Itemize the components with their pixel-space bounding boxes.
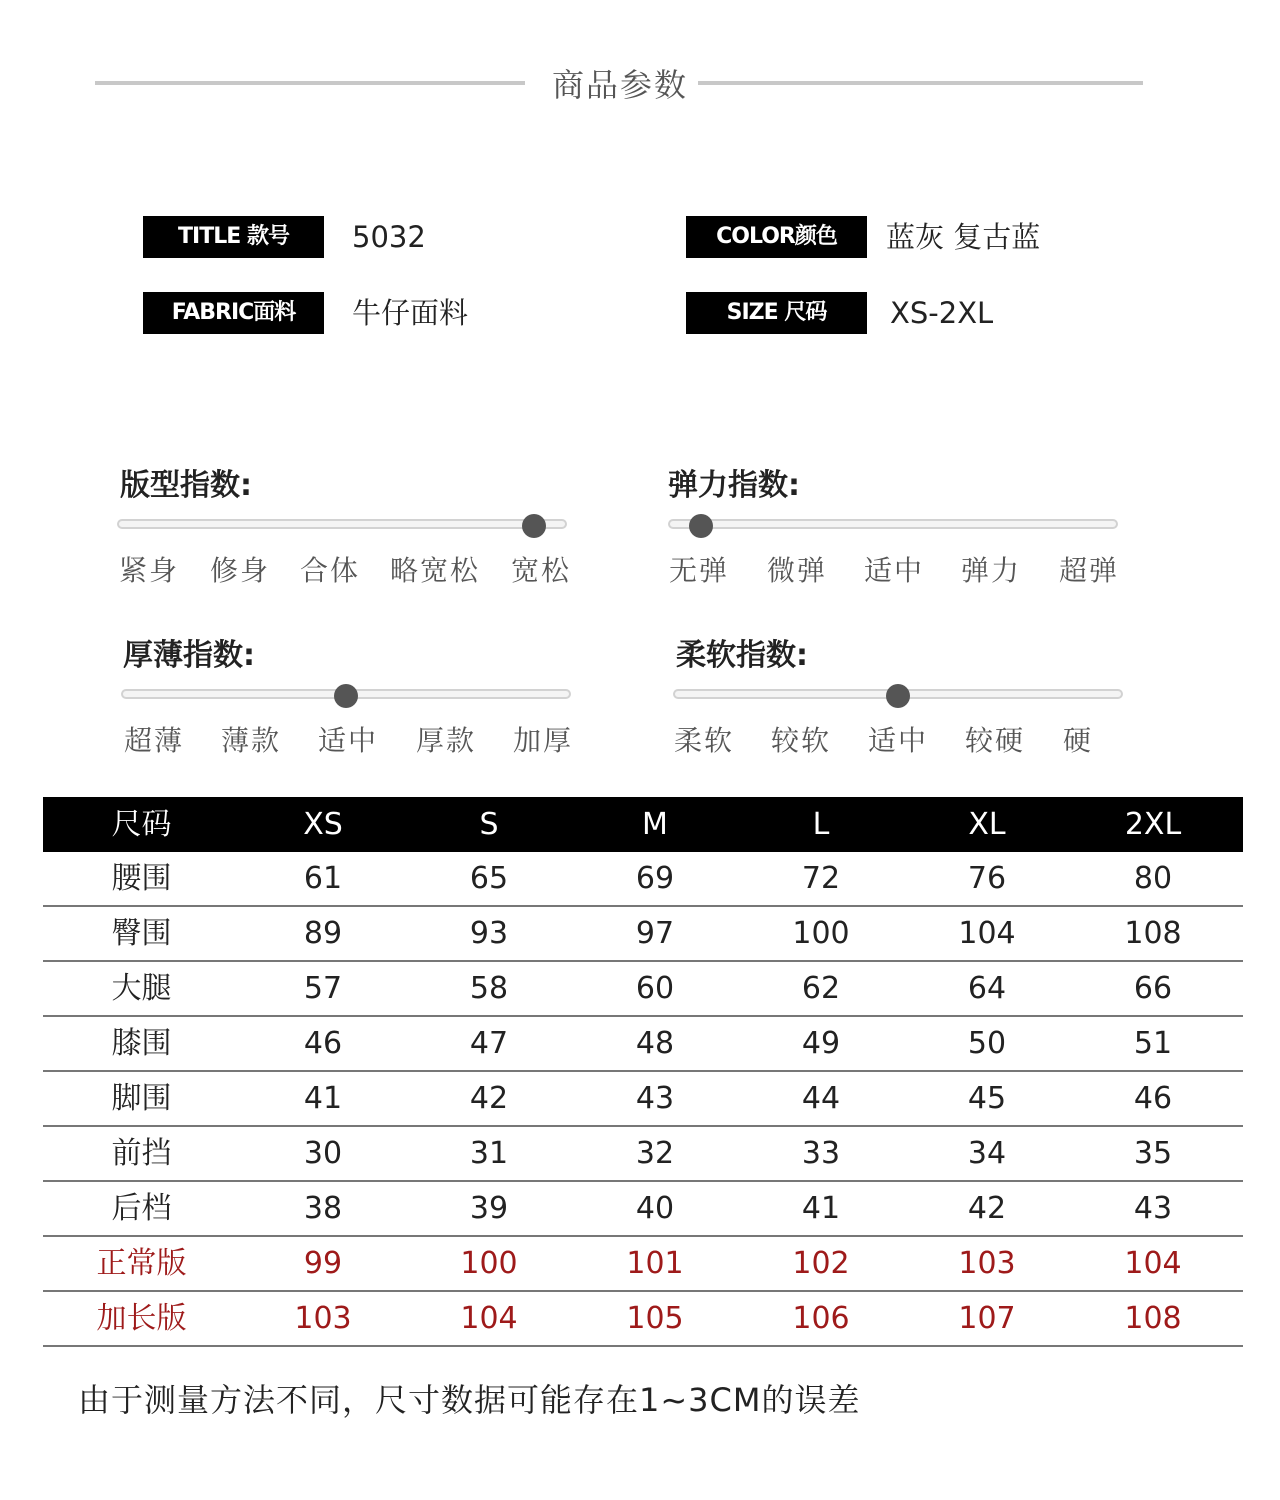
table-cell: 102 [792, 1246, 850, 1281]
header-cell: XL [968, 807, 1006, 842]
softness-tick: 较软 [770, 724, 832, 757]
row-label: 正常版 [96, 1246, 187, 1281]
fabric-label: FABRIC面料 [143, 292, 324, 334]
size-value: XS-2XL [890, 296, 994, 330]
table-cell: 100 [792, 916, 850, 951]
elastic-index-knob [689, 514, 713, 538]
header-divider-left [95, 81, 525, 85]
measurement-note: 由于测量方法不同，尺寸数据可能存在1~3CM的误差 [78, 1381, 861, 1419]
table-cell: 61 [303, 861, 343, 896]
table-row [43, 1072, 1243, 1127]
thickness-tick: 厚款 [415, 724, 477, 757]
elastic-tick: 超弹 [1058, 554, 1120, 587]
softness-tick: 柔软 [673, 724, 735, 757]
row-label: 腰围 [111, 861, 172, 896]
elastic-index-title: 弹力指数: [668, 468, 800, 503]
thickness-tick: 加厚 [512, 724, 574, 757]
table-cell: 108 [1124, 1301, 1182, 1336]
table-cell: 31 [469, 1136, 509, 1171]
softness-index-track [673, 689, 1123, 699]
elastic-index-ticks [668, 549, 1118, 589]
size-table-header [43, 797, 1243, 852]
table-cell: 38 [303, 1191, 343, 1226]
size-table [43, 797, 1243, 1347]
header-divider-right [698, 81, 1143, 85]
table-cell: 64 [967, 971, 1007, 1006]
table-cell: 107 [958, 1301, 1016, 1336]
table-cell: 41 [801, 1191, 841, 1226]
table-cell: 50 [967, 1026, 1007, 1061]
fabric-value: 牛仔面料 [352, 296, 469, 330]
table-row [43, 907, 1243, 962]
table-cell: 58 [469, 971, 509, 1006]
table-row [43, 1017, 1243, 1072]
table-cell: 62 [801, 971, 841, 1006]
table-cell: 42 [967, 1191, 1007, 1226]
table-row [43, 1182, 1243, 1237]
softness-index-knob [886, 684, 910, 708]
fit-tick: 略宽松 [389, 554, 481, 587]
table-cell: 103 [294, 1301, 352, 1336]
table-cell: 93 [469, 916, 509, 951]
table-cell: 35 [1133, 1136, 1173, 1171]
table-cell: 69 [635, 861, 675, 896]
table-cell: 99 [303, 1246, 343, 1281]
table-row-highlight [43, 1292, 1243, 1347]
color-label: COLOR颜色 [686, 216, 867, 258]
fit-tick: 紧身 [118, 554, 180, 587]
table-cell: 105 [626, 1301, 684, 1336]
table-cell: 60 [635, 971, 675, 1006]
table-cell: 104 [460, 1301, 518, 1336]
table-cell: 34 [967, 1136, 1007, 1171]
table-cell: 40 [635, 1191, 675, 1226]
table-cell: 104 [958, 916, 1016, 951]
row-label: 前挡 [111, 1136, 172, 1171]
fit-tick: 宽松 [510, 554, 572, 587]
fit-tick: 修身 [209, 554, 271, 587]
table-row [43, 852, 1243, 907]
table-cell: 108 [1124, 916, 1182, 951]
table-cell: 76 [967, 861, 1007, 896]
row-label: 膝围 [111, 1026, 172, 1061]
table-cell: 46 [1133, 1081, 1173, 1116]
row-label: 脚围 [111, 1081, 172, 1116]
table-cell: 80 [1133, 861, 1173, 896]
table-cell: 103 [958, 1246, 1016, 1281]
table-cell: 100 [460, 1246, 518, 1281]
table-cell: 43 [635, 1081, 675, 1116]
header-cell: XS [303, 807, 343, 842]
elastic-tick: 适中 [863, 554, 925, 587]
table-cell: 104 [1124, 1246, 1182, 1281]
table-cell: 45 [967, 1081, 1007, 1116]
table-cell: 39 [469, 1191, 509, 1226]
header-cell: 尺码 [111, 807, 172, 842]
row-label: 后档 [111, 1191, 172, 1226]
thickness-tick: 超薄 [123, 724, 185, 757]
fit-tick: 合体 [299, 554, 361, 587]
table-cell: 97 [635, 916, 675, 951]
table-cell: 49 [801, 1026, 841, 1061]
row-label: 臀围 [111, 916, 172, 951]
table-cell: 46 [303, 1026, 343, 1061]
table-cell: 30 [303, 1136, 343, 1171]
thickness-index-track [121, 689, 571, 699]
table-cell: 72 [801, 861, 841, 896]
table-cell: 33 [801, 1136, 841, 1171]
title-value: 5032 [352, 220, 426, 254]
header-cell: 2XL [1124, 807, 1182, 842]
table-cell: 42 [469, 1081, 509, 1116]
table-cell: 106 [792, 1301, 850, 1336]
thickness-index-title: 厚薄指数: [123, 638, 255, 673]
softness-tick: 较硬 [964, 724, 1026, 757]
table-cell: 41 [303, 1081, 343, 1116]
table-row [43, 1127, 1243, 1182]
title-label: TITLE 款号 [143, 216, 324, 258]
header-cell: S [479, 807, 499, 842]
fit-index-knob [522, 514, 546, 538]
color-value: 蓝灰 复古蓝 [886, 220, 1041, 254]
elastic-tick: 无弹 [668, 554, 730, 587]
table-cell: 101 [626, 1246, 684, 1281]
softness-index-title: 柔软指数: [676, 638, 808, 673]
row-label: 大腿 [111, 971, 172, 1006]
table-cell: 47 [469, 1026, 509, 1061]
elastic-index-track [668, 519, 1118, 529]
thickness-index-ticks [121, 719, 574, 759]
elastic-tick: 微弹 [766, 554, 828, 587]
page-title: 商品参数 [551, 66, 688, 104]
thickness-tick: 薄款 [220, 724, 282, 757]
softness-tick: 适中 [867, 724, 929, 757]
table-cell: 44 [801, 1081, 841, 1116]
table-cell: 65 [469, 861, 509, 896]
table-cell: 48 [635, 1026, 675, 1061]
fit-index-ticks [117, 549, 572, 589]
table-cell: 43 [1133, 1191, 1173, 1226]
fit-index-title: 版型指数: [120, 468, 252, 503]
softness-index-ticks [673, 719, 1123, 759]
header-cell: M [642, 807, 668, 842]
thickness-index-knob [334, 684, 358, 708]
table-cell: 32 [635, 1136, 675, 1171]
table-cell: 57 [303, 971, 343, 1006]
header-cell: L [812, 807, 830, 842]
table-row-highlight [43, 1237, 1243, 1292]
table-cell: 66 [1133, 971, 1173, 1006]
table-cell: 89 [303, 916, 343, 951]
thickness-tick: 适中 [317, 724, 379, 757]
table-cell: 51 [1133, 1026, 1173, 1061]
softness-tick: 硬 [1062, 724, 1094, 757]
row-label: 加长版 [96, 1301, 187, 1336]
size-label: SIZE 尺码 [686, 292, 867, 334]
table-row [43, 962, 1243, 1017]
elastic-tick: 弹力 [960, 554, 1022, 587]
fit-index-track [117, 519, 567, 529]
